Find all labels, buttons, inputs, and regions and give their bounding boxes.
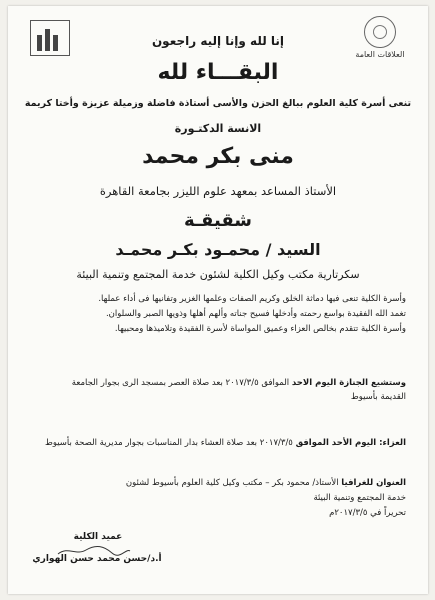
dean-name: أ.د/حسن محمد حسن الهواري	[32, 554, 162, 564]
funeral-text: الموافق ٢٠١٧/٣/٥ بعد صلاة العصر بمسجد الرى بجوار الجامعة	[71, 378, 292, 388]
document-page	[8, 6, 428, 594]
body-line: وأسرة الكلية تنعى فيها دماثة الخلق وكريم الصفات وعلمها الغزير وتفانيها فى أداء عملها.	[98, 294, 406, 304]
funeral-text-2: القديمة بأسيوط	[350, 392, 406, 402]
document-date: تحريراً في ٢٠١٧/٣/٥م	[329, 508, 406, 518]
body-line: وأسرة الكلية تتقدم بخالص العزاء وعميق المواساة لأسرة الفقيدة وتلاميذها ومحبيها.	[114, 324, 406, 334]
condolence-info	[28, 438, 406, 448]
telegram-address	[28, 476, 406, 521]
condolence-body	[28, 292, 406, 337]
deceased-name: منى بكر محمد	[142, 144, 294, 169]
deceased-position: الأستاذ المساعد بمعهد علوم الليزر بجامعة القاهرة	[99, 184, 337, 198]
dean-title: عميد الكلية	[73, 532, 123, 542]
funeral-info	[28, 376, 406, 404]
condolence-label: العزاء: اليوم الأحد الموافق	[295, 438, 406, 448]
logo-caption: العلاقات العامة	[355, 50, 405, 59]
telegram-label: العنوان للغرافيا	[341, 478, 406, 488]
funeral-label: وستشيع الجنازة اليوم الاحد	[291, 378, 406, 388]
opening-verse: إنا لله وإنا إليه راجعون	[151, 34, 285, 48]
body-line: تغمد الله الفقيدة بواسع رحمته وأدخلها فسيح جناته وألهم أهلها وذويها الصبر والسلوان.	[105, 309, 406, 319]
baqaa-heading: البقـــاء لله	[157, 60, 279, 85]
telegram-text-2: خدمة المجتمع وتنمية البيئة	[313, 493, 406, 503]
relative-name: السيد / محمـود بكـر محمـد	[115, 240, 321, 259]
mourning-statement: تنعى أسرة كلية العلوم ببالغ الحزن والأسى أستاذة فاضلة وزميلة عزيزة وأختا كريمة	[24, 98, 412, 109]
deceased-title: الانسة الدكتـورة	[174, 122, 262, 135]
relation-label: شقيقـة	[183, 210, 253, 231]
relative-position: سكرتارية مكتب وكيل الكلية لشئون خدمة المجتمع وتنمية البيئة	[76, 268, 360, 281]
condolence-text: ٢٠١٧/٣/٥ بعد صلاة العشاء بدار المناسبات بجوار مديرية الصحة بأسيوط	[44, 438, 296, 448]
telegram-text: الأستاذ/ محمود بكر – مكتب وكيل كلية العلوم بأسيوط لشئون	[125, 478, 342, 488]
